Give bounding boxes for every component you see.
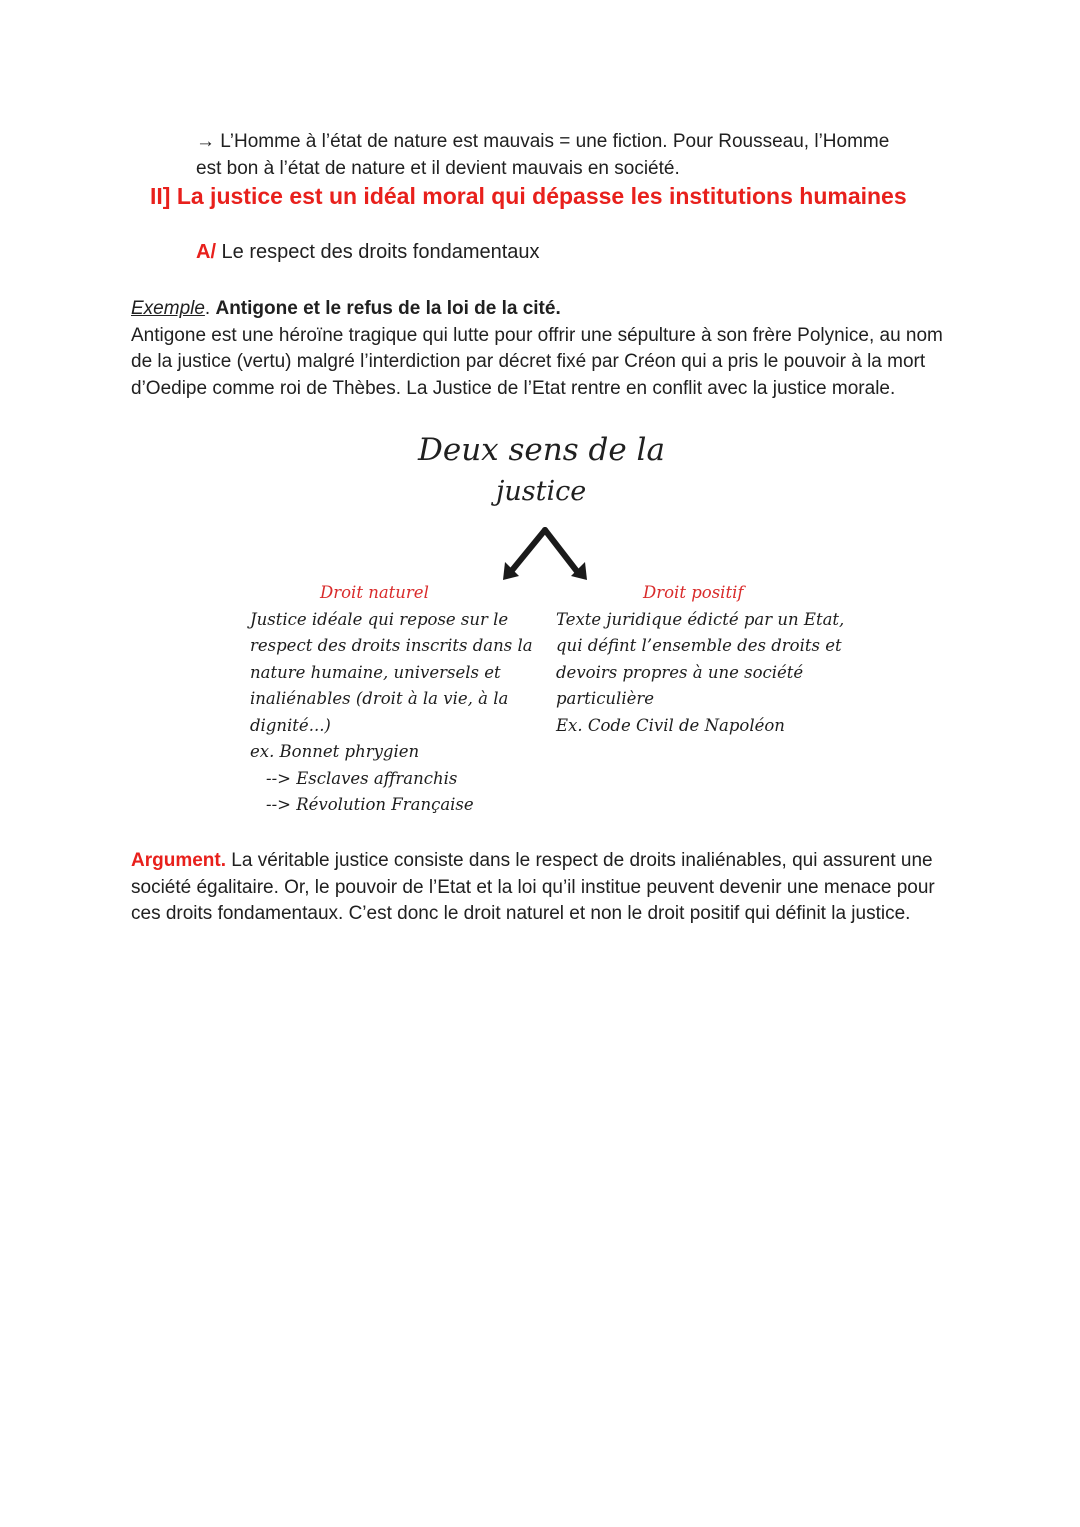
droit-naturel-line: inaliénables (droit à la vie, à la <box>250 689 509 708</box>
example-label: Exemple <box>131 298 205 319</box>
droit-naturel-line: Justice idéale qui repose sur le <box>250 609 509 629</box>
section-title: II] La justice est un idéal moral qui dépasse les institutions humaines <box>150 183 907 209</box>
subsection-heading <box>196 241 540 264</box>
droit-positif-line: Texte juridique édicté par un Etat, <box>556 609 845 629</box>
example-heading: Exemple. Antigone et le refus de la loi de la cité. <box>131 298 561 319</box>
droit-naturel-line: ex. Bonnet phrygien <box>250 742 420 761</box>
diagram-title-line-1: Deux sens de la <box>418 432 665 468</box>
droit-positif-line: devoirs propres à une société <box>556 662 804 682</box>
droit-naturel-line: dignité...) <box>250 715 331 735</box>
argument-paragraph <box>131 848 961 928</box>
intro-line-1: → L’Homme à l’état de nature est mauvais = une fiction. Pour Rousseau, l’Homme <box>196 131 890 152</box>
droit-naturel-line: respect des droits inscrits dans la <box>250 636 533 655</box>
split-arrows-icon <box>495 520 595 585</box>
example-block <box>131 296 961 402</box>
subsection-marker: A/ <box>196 241 216 263</box>
diagram-title <box>400 420 700 510</box>
droit-naturel-subitem: --> Révolution Française <box>266 795 474 814</box>
droit-positif-line: particulière <box>556 689 655 708</box>
example-title: Antigone et le refus de la loi de la cité. <box>215 298 561 319</box>
droit-positif-heading: Droit positif <box>643 583 744 602</box>
argument-label: Argument. <box>131 850 226 871</box>
droit-positif-column <box>556 580 846 739</box>
droit-naturel-subitem: --> Esclaves affranchis <box>266 768 458 788</box>
intro-line-2: est bon à l’état de nature et il devient mauvais en société. <box>196 157 680 179</box>
subsection-title: Le respect des droits fondamentaux <box>216 241 540 263</box>
example-body: Antigone est une héroïne tragique qui lutte pour offrir une sépulture à son frère Polynice, au nom de la justice (vertu) malgré l’interdiction par décret fixé par Créon qui a pris le pouvoir à la mort d’Oedipe comme roi de Thèbes. La Justice de l’Etat rentre en conflit avec la justice morale. <box>131 324 943 399</box>
droit-naturel-heading: Droit naturel <box>320 583 429 602</box>
droit-naturel-column <box>250 580 540 819</box>
droit-positif-line: Ex. Code Civil de Napoléon <box>556 715 785 735</box>
droit-positif-line: qui défint l’ensemble des droits et <box>556 636 842 655</box>
intro-paragraph <box>196 129 956 182</box>
diagram-title-line-2: justice <box>496 476 587 507</box>
droit-naturel-line: nature humaine, universels et <box>250 662 501 682</box>
argument-body: La véritable justice consiste dans le respect de droits inaliénables, qui assurent une société égalitaire. Or, le pouvoir de l’Etat et la loi qu’il institue peuvent devenir une menace pour ces droits fondamentaux. C’est donc le droit naturel et non le droit positif qui définit la justice. <box>131 850 935 924</box>
